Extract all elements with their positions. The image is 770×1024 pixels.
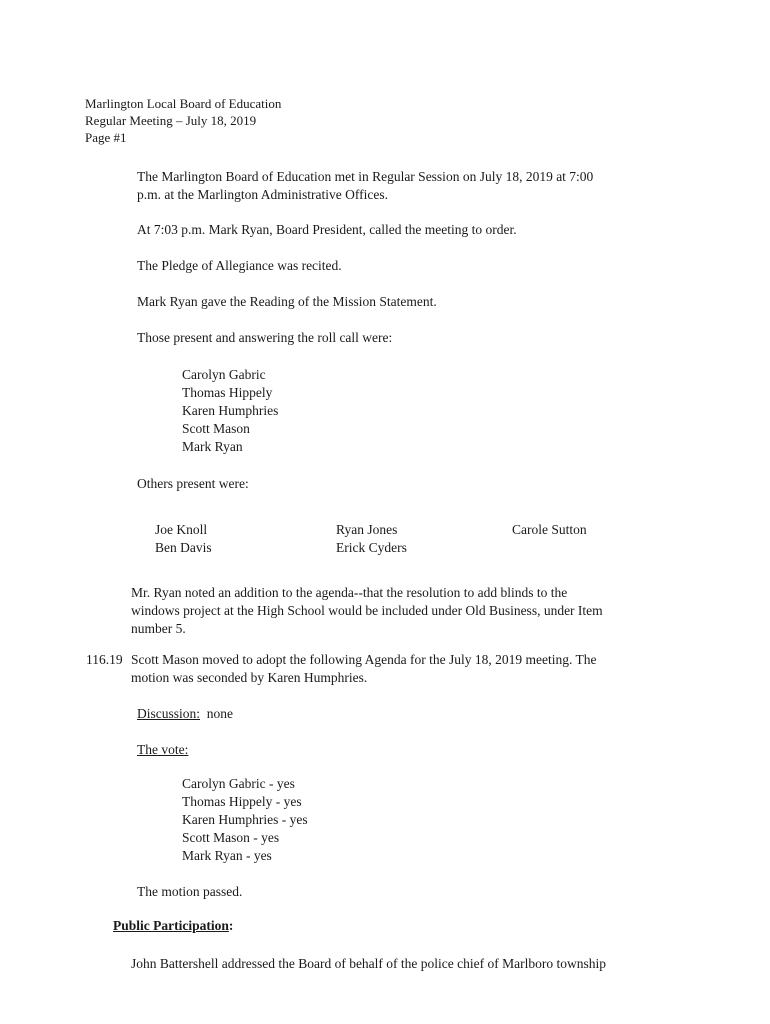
- discussion-label: Discussion:: [137, 706, 201, 721]
- public-participation-heading: [113, 917, 233, 935]
- header-board-name: Marlington Local Board of Education: [85, 96, 282, 111]
- discussion-value: none: [206, 706, 234, 721]
- others-column-2: [336, 521, 407, 557]
- call-to-order: At 7:03 p.m. Mark Ryan, Board President, called the meeting to order.: [137, 222, 517, 237]
- vote-list: [182, 775, 308, 865]
- public-participation-colon: :: [228, 918, 234, 933]
- roll-call-member: Karen Humphries: [182, 403, 279, 418]
- other-attendee: Erick Cyders: [336, 540, 407, 555]
- motion-number: 116.19: [86, 652, 123, 667]
- vote-entry: Carolyn Gabric - yes: [182, 776, 295, 791]
- header-meeting-date: Regular Meeting – July 18, 2019: [85, 113, 257, 128]
- motion-result: The motion passed.: [137, 884, 243, 899]
- discussion: [137, 705, 233, 723]
- intro-line-2: p.m. at the Marlington Administrative Offices.: [137, 187, 388, 202]
- roll-call-member: Scott Mason: [182, 421, 250, 436]
- public-participation-title: Public Participation: [113, 918, 229, 933]
- other-attendee: Joe Knoll: [155, 522, 208, 537]
- vote-entry: Thomas Hippely - yes: [182, 794, 302, 809]
- roll-call-member: Carolyn Gabric: [182, 367, 266, 382]
- motion-line-2: motion was seconded by Karen Humphries.: [131, 670, 368, 685]
- roll-call-list: [182, 366, 278, 456]
- vote-entry: Scott Mason - yes: [182, 830, 280, 845]
- agenda-note-line-1: Mr. Ryan noted an addition to the agenda--that the resolution to add blinds to the: [131, 585, 568, 600]
- other-attendee: Carole Sutton: [512, 522, 587, 537]
- mission-statement: Mark Ryan gave the Reading of the Mission Statement.: [137, 294, 437, 309]
- others-column-3: [512, 521, 587, 539]
- other-attendee: Ben Davis: [155, 540, 212, 555]
- motion-line-1: Scott Mason moved to adopt the following Agenda for the July 18, 2019 meeting. The: [131, 652, 597, 667]
- roll-call-member: Mark Ryan: [182, 439, 243, 454]
- public-participation-text: John Battershell addressed the Board of behalf of the police chief of Marlboro township: [131, 956, 606, 971]
- other-attendee: Ryan Jones: [336, 522, 398, 537]
- vote-label: The vote:: [137, 742, 189, 757]
- others-column-1: [155, 521, 212, 557]
- roll-call-member: Thomas Hippely: [182, 385, 273, 400]
- roll-call-intro: Those present and answering the roll call were:: [137, 330, 393, 345]
- vote-entry: Mark Ryan - yes: [182, 848, 272, 863]
- agenda-note-line-2: windows project at the High School would be included under Old Business, under Item: [131, 603, 603, 618]
- header-page-number: Page #1: [85, 130, 127, 145]
- pledge: The Pledge of Allegiance was recited.: [137, 258, 342, 273]
- others-intro: Others present were:: [137, 476, 249, 491]
- vote-entry: Karen Humphries - yes: [182, 812, 308, 827]
- intro-line-1: The Marlington Board of Education met in Regular Session on July 18, 2019 at 7:00: [137, 169, 594, 184]
- document-header: [85, 95, 281, 146]
- agenda-note-line-3: number 5.: [131, 621, 186, 636]
